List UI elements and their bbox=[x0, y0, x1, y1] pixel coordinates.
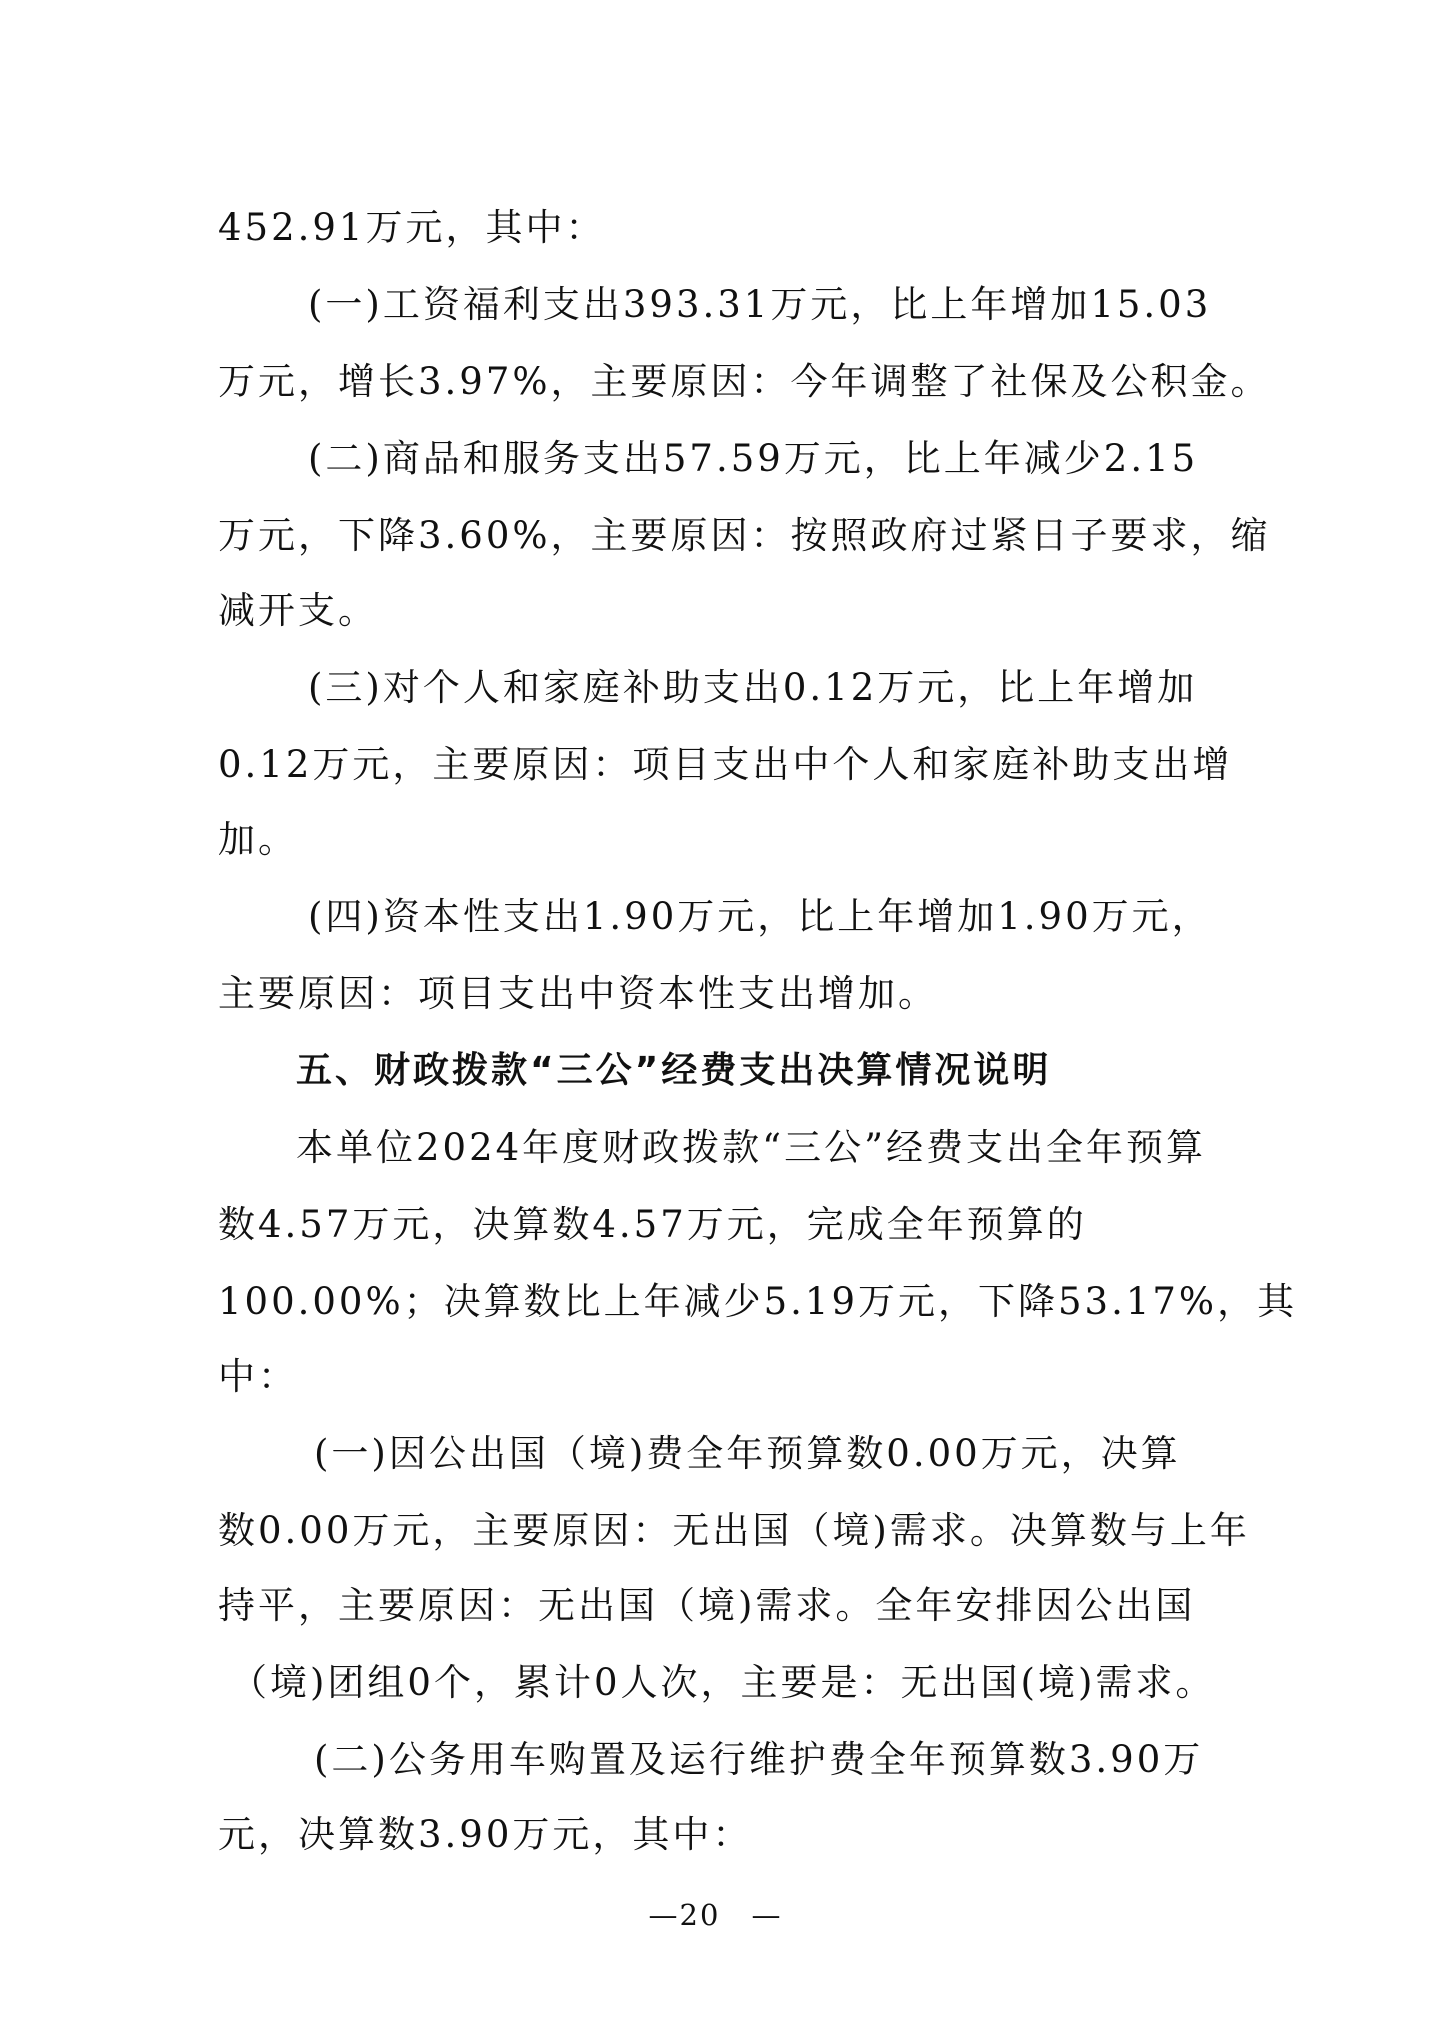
text-line-19: 持平，主要原因：无出国（境)需求。全年安排因公出国 bbox=[218, 1584, 1196, 1627]
text-line-4: (二)商品和服务支出57.59万元，比上年减少2.15 bbox=[308, 437, 1199, 480]
text-line-15: 100.00%；决算数比上年减少5.19万元，下降53.17%，其 bbox=[218, 1280, 1298, 1323]
text-line-20: （境)团组0个，累计0人次，主要是：无出国(境)需求。 bbox=[230, 1661, 1216, 1704]
text-line-14: 数4.57万元，决算数4.57万元，完成全年预算的 bbox=[218, 1203, 1087, 1246]
section-heading: 五、财政拨款“三公”经费支出决算情况说明 bbox=[296, 1050, 1052, 1091]
text-line-21: (二)公务用车购置及运行维护费全年预算数3.90万 bbox=[314, 1738, 1204, 1781]
text-line-11: 主要原因：项目支出中资本性支出增加。 bbox=[218, 972, 938, 1015]
text-line-6: 减开支。 bbox=[218, 589, 378, 632]
text-line-17: (一)因公出国（境)费全年预算数0.00万元，决算 bbox=[314, 1432, 1181, 1475]
text-line-10: (四)资本性支出1.90万元，比上年增加1.90万元， bbox=[308, 895, 1212, 938]
text-line-3: 万元，增长3.97%，主要原因：今年调整了社保及公积金。 bbox=[218, 360, 1271, 403]
text-line-9: 加。 bbox=[218, 818, 298, 861]
text-line-18: 数0.00万元，主要原因：无出国（境)需求。决算数与上年 bbox=[218, 1509, 1250, 1552]
text-line-2: (一)工资福利支出393.31万元，比上年增加15.03 bbox=[308, 283, 1212, 326]
text-line-13: 本单位2024年度财政拨款“三公”经费支出全年预算 bbox=[296, 1126, 1206, 1169]
page-number: —20 — bbox=[648, 1898, 783, 1932]
text-line-5: 万元，下降3.60%，主要原因：按照政府过紧日子要求，缩 bbox=[218, 514, 1271, 557]
text-line-7: (三)对个人和家庭补助支出0.12万元，比上年增加 bbox=[308, 666, 1198, 709]
text-line-8: 0.12万元，主要原因：项目支出中个人和家庭补助支出增 bbox=[218, 743, 1233, 786]
text-line-1: 452.91万元，其中： bbox=[218, 206, 606, 249]
text-line-22: 元，决算数3.90万元，其中： bbox=[218, 1813, 753, 1856]
text-line-16: 中： bbox=[218, 1355, 298, 1398]
